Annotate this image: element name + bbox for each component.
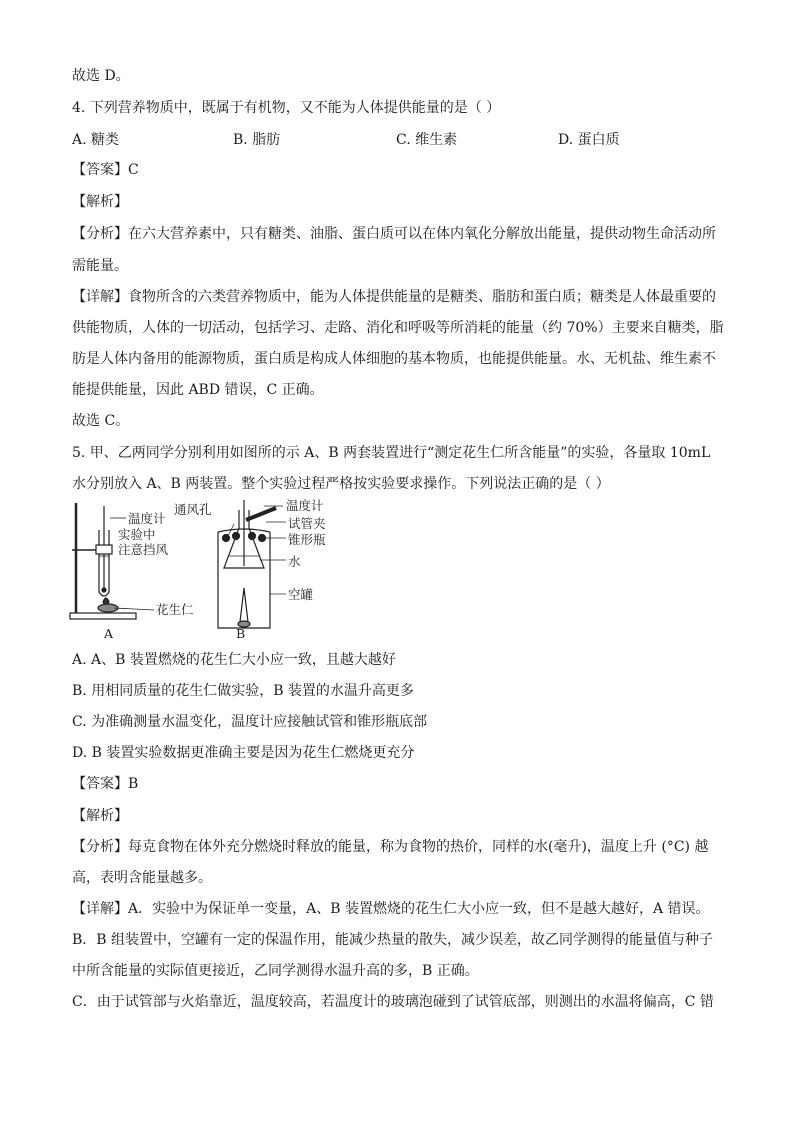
- q4-option-d: D. 蛋白质: [558, 132, 620, 148]
- apparatus-b: [218, 500, 286, 628]
- label-b-flask: 锥形瓶: [288, 532, 326, 547]
- q4-option-c: C. 维生素: [396, 132, 458, 148]
- label-a-thermometer: 温度计: [128, 511, 166, 526]
- label-a-peanut: 花生仁: [156, 602, 194, 617]
- label-a-note-1: 实验中: [118, 527, 156, 542]
- q5-option-a: A. A、B 装置燃烧的花生仁大小应一致，且越大越好: [72, 652, 396, 668]
- label-b-can: 空罐: [288, 587, 314, 602]
- apparatus-figure: [68, 498, 338, 644]
- figure-label-a: A: [104, 626, 114, 641]
- q4-option-a: A. 糖类: [72, 132, 120, 148]
- q5-option-c: C. 为准确测量水温变化，温度计应接触试管和锥形瓶底部: [72, 714, 428, 730]
- question-4-stem: 4. 下列营养物质中，既属于有机物，又不能为人体提供能量的是（ ）: [72, 100, 501, 116]
- stand-base: [70, 613, 136, 619]
- q4-detail-line-2: 供能物质，人体的一切活动，包括学习、走路、消化和呼吸等所消耗的能量（约 70%）主要来自糖类，脂: [72, 320, 724, 336]
- q4-conclusion: 故选 C。: [72, 413, 130, 429]
- label-b-clamp: 试管夹: [288, 516, 326, 531]
- question-5-stem-line-2: 水分别放入 A、B 两装置。整个实验过程严格按实验要求操作。下列说法正确的是（ ）: [72, 476, 610, 492]
- q5-analysis-line-2: 高，表明含能量越多。: [72, 870, 212, 886]
- apparatus-diagram: [68, 498, 338, 644]
- flame-b: [240, 588, 248, 622]
- q4-analysis-heading: 【解析】: [72, 194, 128, 210]
- q4-answer: 【答案】C: [72, 162, 139, 178]
- q5-analysis-heading: 【解析】: [72, 808, 128, 824]
- question-5-stem-line-1: 5. 甲、乙两同学分别利用如图所的示 A、B 两套装置进行“测定花生仁所含能量”的实验，各量取 10mL: [72, 445, 711, 461]
- q5-detail-line-3: 中所含能量的实际值更接近，乙同学测得水温升高的多，B 正确。: [72, 963, 479, 979]
- conclusion-q3: 故选 D。: [72, 68, 130, 84]
- q4-detail-line-4: 能提供能量，因此 ABD 错误，C 正确。: [72, 382, 324, 398]
- label-a-note-2: 注意挡风: [118, 542, 169, 557]
- q4-analysis-text: 【分析】在六大营养素中，只有糖类、油脂、蛋白质可以在体内氧化分解放出能量，提供动物生命活动所: [72, 226, 716, 242]
- q5-detail-line-1: 【详解】A．实验中为保证单一变量，A、B 装置燃烧的花生仁大小应一致，但不是越大越好，A 错误。: [72, 901, 710, 917]
- label-b-vent: 通风孔: [174, 502, 212, 517]
- q4-option-b: B. 脂肪: [233, 132, 281, 148]
- q4-detail-line-3: 肪是人体内备用的能源物质，蛋白质是构成人体细胞的基本物质，也能提供能量。水、无机盐、维生素不: [72, 351, 716, 367]
- q4-detail-line-1: 【详解】食物所含的六类营养物质中，能为人体提供能量的是糖类、脂肪和蛋白质；糖类是人体最重要的: [72, 289, 716, 305]
- q5-detail-line-2: B．B 组装置中，空罐有一定的保温作用，能减少热量的散失，减少误差，故乙同学测得的能量值与种子: [72, 932, 714, 948]
- q4-analysis-text-cont: 需能量。: [72, 258, 128, 274]
- q5-answer: 【答案】B: [72, 776, 139, 792]
- figure-label-b: B: [236, 626, 246, 641]
- q5-option-b: B. 用相同质量的花生仁做实验，B 装置的水温升高更多: [72, 683, 414, 699]
- q5-detail-line-4: C．由于试管部与火焰靠近，温度较高，若温度计的玻璃泡碰到了试管底部，则测出的水温将偏高，C 错: [72, 994, 714, 1010]
- label-b-thermometer: 温度计: [286, 498, 324, 513]
- tube-clamp: [246, 508, 276, 520]
- q5-option-d: D. B 装置实验数据更准确主要是因为花生仁燃烧更充分: [72, 745, 415, 761]
- q5-analysis-line-1: 【分析】每克食物在体外充分燃烧时释放的能量，称为食物的热价，同样的水(毫升)，温度上升 (°C) 越: [72, 839, 709, 855]
- label-b-water: 水: [288, 554, 301, 569]
